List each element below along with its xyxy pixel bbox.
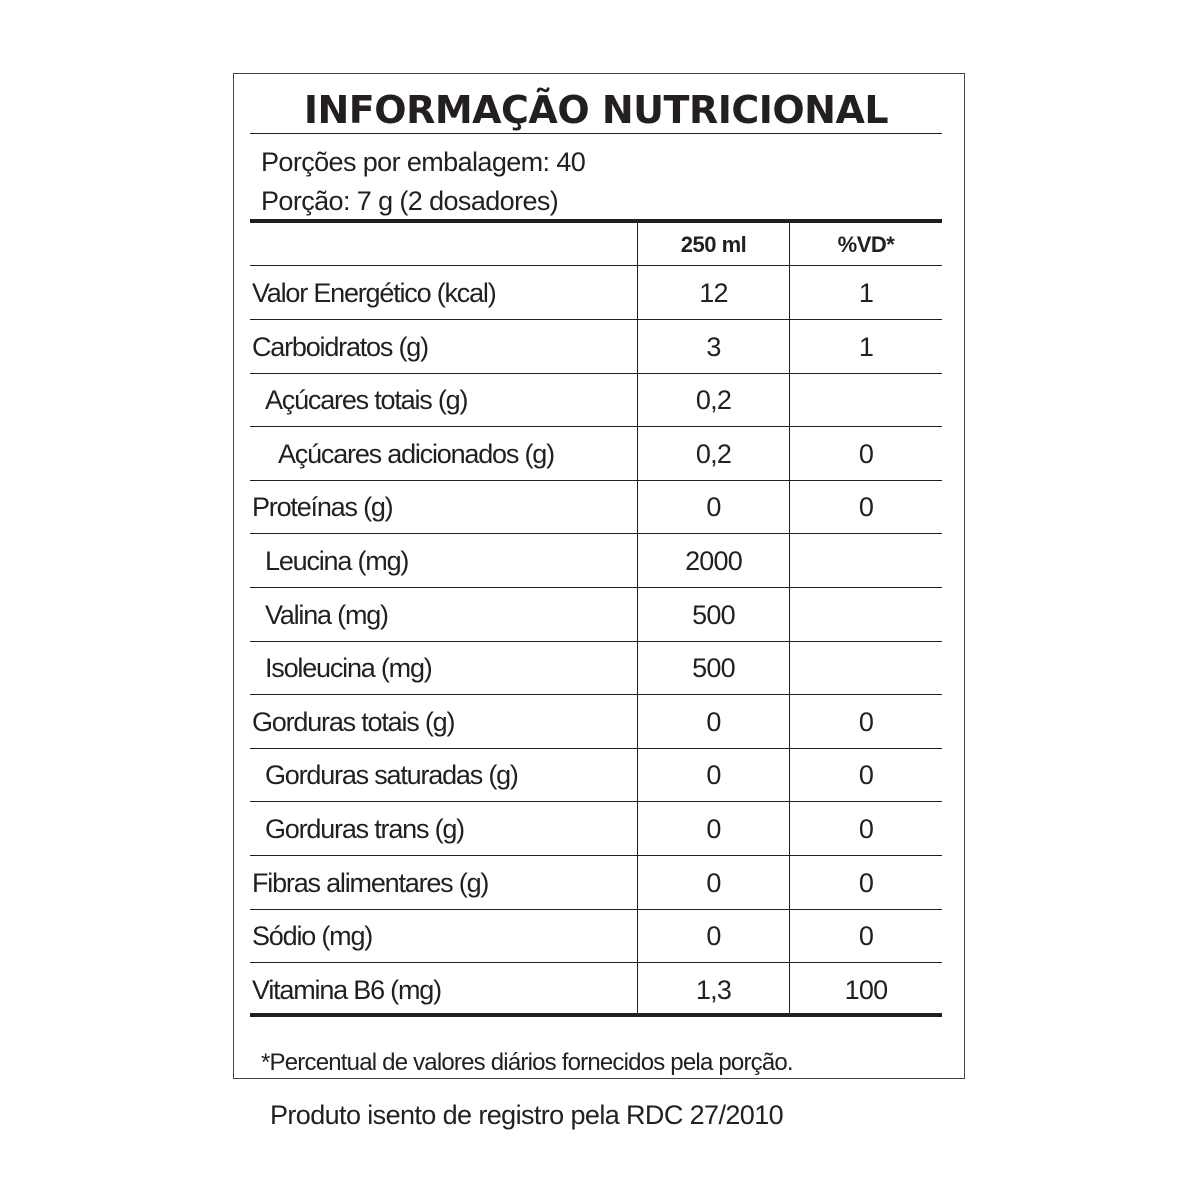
- nutrient-amount: 0: [706, 868, 721, 898]
- nutrient-daily-value: 0: [858, 760, 874, 790]
- table-row: [250, 964, 942, 1017]
- nutrient-amount: 500: [692, 653, 735, 683]
- row-divider: [250, 587, 942, 588]
- nutrient-name: Sódio (mg): [252, 921, 373, 951]
- nutrient-daily-value: 0: [858, 921, 874, 951]
- nutrient-amount: 0,2: [695, 439, 732, 469]
- table-row: [250, 535, 942, 588]
- nutrient-amount: 2000: [685, 546, 742, 576]
- nutrient-amount: 0: [706, 921, 721, 951]
- row-divider: [250, 694, 942, 695]
- nutrient-name: Valina (mg): [265, 600, 388, 630]
- nutrient-amount: 0: [706, 707, 721, 737]
- row-divider: [250, 319, 942, 320]
- nutrient-name: Isoleucina (mg): [265, 653, 432, 683]
- row-divider: [250, 855, 942, 856]
- nutrient-amount: 500: [692, 600, 735, 630]
- title-divider: [250, 133, 942, 134]
- nutrient-name: Proteínas (g): [252, 492, 393, 522]
- nutrient-daily-value: [790, 535, 942, 588]
- nutrient-name: Gorduras saturadas (g): [265, 760, 518, 790]
- column-header-dv: %VD*: [837, 232, 895, 257]
- table-row: [250, 374, 942, 427]
- nutrient-daily-value: 1: [858, 278, 874, 308]
- nutrient-name: Fibras alimentares (g): [252, 868, 489, 898]
- serving-size: Porção: 7 g (2 dosadores): [261, 186, 559, 216]
- nutrient-amount: 0: [706, 492, 721, 522]
- row-divider: [250, 962, 942, 963]
- column-header-amount: 250 ml: [680, 232, 747, 257]
- nutrient-name: Valor Energético (kcal): [252, 278, 496, 308]
- nutrient-amount: 3: [706, 332, 721, 362]
- nutrient-amount: 0: [706, 814, 721, 844]
- table-row: [250, 857, 942, 910]
- nutrient-daily-value: 0: [858, 814, 874, 844]
- nutrient-amount: 1,3: [695, 975, 732, 1005]
- nutrient-daily-value: 1: [858, 332, 874, 362]
- label-title: INFORMAÇÃO NUTRICIONAL: [303, 88, 889, 132]
- table-row: [250, 749, 942, 802]
- nutrient-amount: 12: [699, 278, 728, 308]
- row-divider: [250, 426, 942, 427]
- nutrient-daily-value: 0: [858, 868, 874, 898]
- row-divider: [250, 533, 942, 534]
- table-row: [250, 321, 942, 374]
- nutrient-daily-value: [790, 589, 942, 642]
- nutrient-daily-value: [790, 642, 942, 695]
- nutrient-amount: 0,2: [695, 385, 732, 415]
- nutrient-name: Açúcares totais (g): [265, 385, 468, 415]
- nutrient-name: Gorduras trans (g): [265, 814, 464, 844]
- nutrient-daily-value: 0: [858, 492, 874, 522]
- nutrient-name: Vitamina B6 (mg): [252, 975, 441, 1005]
- header-thick-rule: [250, 219, 942, 223]
- table-row: [250, 589, 942, 642]
- table-row: [250, 803, 942, 856]
- table-bottom-rule: [250, 1013, 942, 1017]
- nutrient-daily-value: [790, 374, 942, 427]
- servings-per-package: Porções por embalagem: 40: [261, 147, 586, 177]
- nutrient-daily-value: 0: [858, 439, 874, 469]
- table-row: [250, 910, 942, 963]
- dv-footnote: *Percentual de valores diários fornecidos pela porção.: [261, 1049, 793, 1076]
- nutrient-daily-value: 100: [844, 975, 888, 1005]
- table-row: [250, 481, 942, 534]
- table-row: [250, 428, 942, 481]
- table-row: [250, 696, 942, 749]
- table-row: [250, 267, 942, 320]
- nutrient-name: Gorduras totais (g): [252, 707, 455, 737]
- table-row: [250, 642, 942, 695]
- nutrient-daily-value: 0: [858, 707, 874, 737]
- row-divider: [250, 801, 942, 802]
- registry-note: Produto isento de registro pela RDC 27/2010: [270, 1100, 784, 1130]
- nutrient-name: Carboidratos (g): [252, 332, 428, 362]
- nutrient-amount: 0: [706, 760, 721, 790]
- nutrient-name: Açúcares adicionados (g): [278, 439, 554, 469]
- nutrient-name: Leucina (mg): [265, 546, 409, 576]
